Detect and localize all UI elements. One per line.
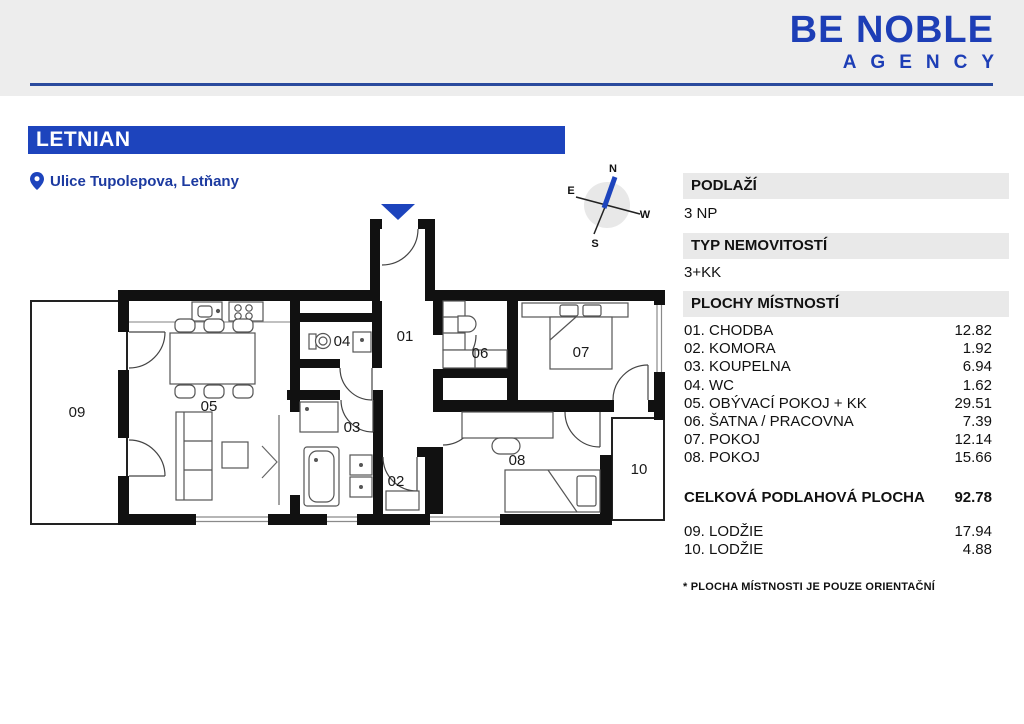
room-area-row — [683, 449, 1009, 467]
room-area-row — [683, 340, 1009, 358]
room-areas-list — [683, 322, 1009, 468]
compass-e: E — [567, 185, 575, 197]
room-area-value: 12.82 — [954, 322, 992, 339]
room-area-label: 03. KOUPELNA — [684, 358, 791, 376]
room-area-row — [683, 322, 1009, 340]
balcony-area-label: 10. LODŽIE — [684, 540, 764, 558]
room-area-value: 6.94 — [962, 358, 992, 376]
entrance-arrow-icon — [381, 204, 415, 220]
room-number-label: 04 — [333, 333, 351, 350]
compass-s: S — [591, 238, 599, 250]
room-number-label: 05 — [200, 398, 218, 415]
room-area-label: 01. CHODBA — [684, 322, 774, 339]
compass — [567, 163, 650, 250]
balcony-area-row — [683, 523, 1009, 541]
areas-heading: PLOCHY MÍSTNOSTÍ — [683, 291, 1009, 317]
room-area-row — [683, 377, 1009, 395]
room-area-row — [683, 413, 1009, 431]
total-area-label: CELKOVÁ PODLAHOVÁ PLOCHA — [684, 488, 925, 506]
listing-title-bar: LETNIAN — [28, 126, 565, 154]
room-area-row — [683, 431, 1009, 449]
total-area-value: 92.78 — [954, 488, 992, 506]
brand-name: BE NOBLE — [789, 9, 994, 51]
room-number-label: 07 — [572, 344, 590, 361]
room-number-label: 10 — [630, 461, 648, 478]
room-area-value: 12.14 — [954, 431, 992, 449]
room-area-label: 06. ŠATNA / PRACOVNA — [684, 413, 854, 431]
room-area-label: 08. POKOJ — [684, 449, 760, 467]
room-area-label: 05. OBÝVACÍ POKOJ + KK — [684, 394, 867, 412]
compass-w: W — [639, 209, 651, 221]
room-area-label: 07. POKOJ — [684, 431, 760, 449]
balcony-areas-list — [683, 523, 1009, 559]
room-area-label: 02. KOMORA — [684, 340, 776, 358]
compass-n: N — [609, 163, 617, 175]
room-number-label: 01 — [396, 328, 414, 345]
area-disclaimer: * PLOCHA MÍSTNOSTI JE POUZE ORIENTAČNÍ — [683, 581, 936, 594]
address-text: Ulice Tupolepova, Letňany — [50, 172, 239, 190]
room-area-value: 15.66 — [954, 449, 992, 467]
balcony-area-value: 17.94 — [954, 522, 992, 540]
property-type-value: 3+KK — [684, 264, 722, 281]
property-type-heading: TYP NEMOVITOSTÍ — [683, 233, 1009, 259]
balcony-area-value: 4.88 — [962, 540, 992, 558]
room-number-label: 08 — [508, 452, 526, 469]
room-number-label: 02 — [387, 473, 405, 490]
room-number-label: 09 — [68, 404, 86, 421]
room-area-value: 1.62 — [962, 376, 992, 394]
room-area-row — [683, 358, 1009, 376]
room-area-value: 7.39 — [962, 413, 992, 431]
room-number-label: 03 — [343, 419, 361, 436]
balcony-area-label: 09. LODŽIE — [684, 522, 764, 540]
details-panel — [683, 173, 1009, 593]
brand-subtitle: AGENCY — [842, 52, 1008, 73]
balcony-area-row — [683, 541, 1009, 559]
floor-heading: PODLAŽÍ — [683, 173, 1009, 199]
room-area-row — [683, 395, 1009, 413]
room-area-label: 04. WC — [684, 376, 735, 394]
total-area-row — [683, 489, 1009, 506]
room-area-value: 29.51 — [954, 394, 992, 412]
room-number-label: 06 — [471, 345, 489, 362]
room-area-value: 1.92 — [962, 340, 992, 358]
floor-value: 3 NP — [684, 205, 718, 222]
